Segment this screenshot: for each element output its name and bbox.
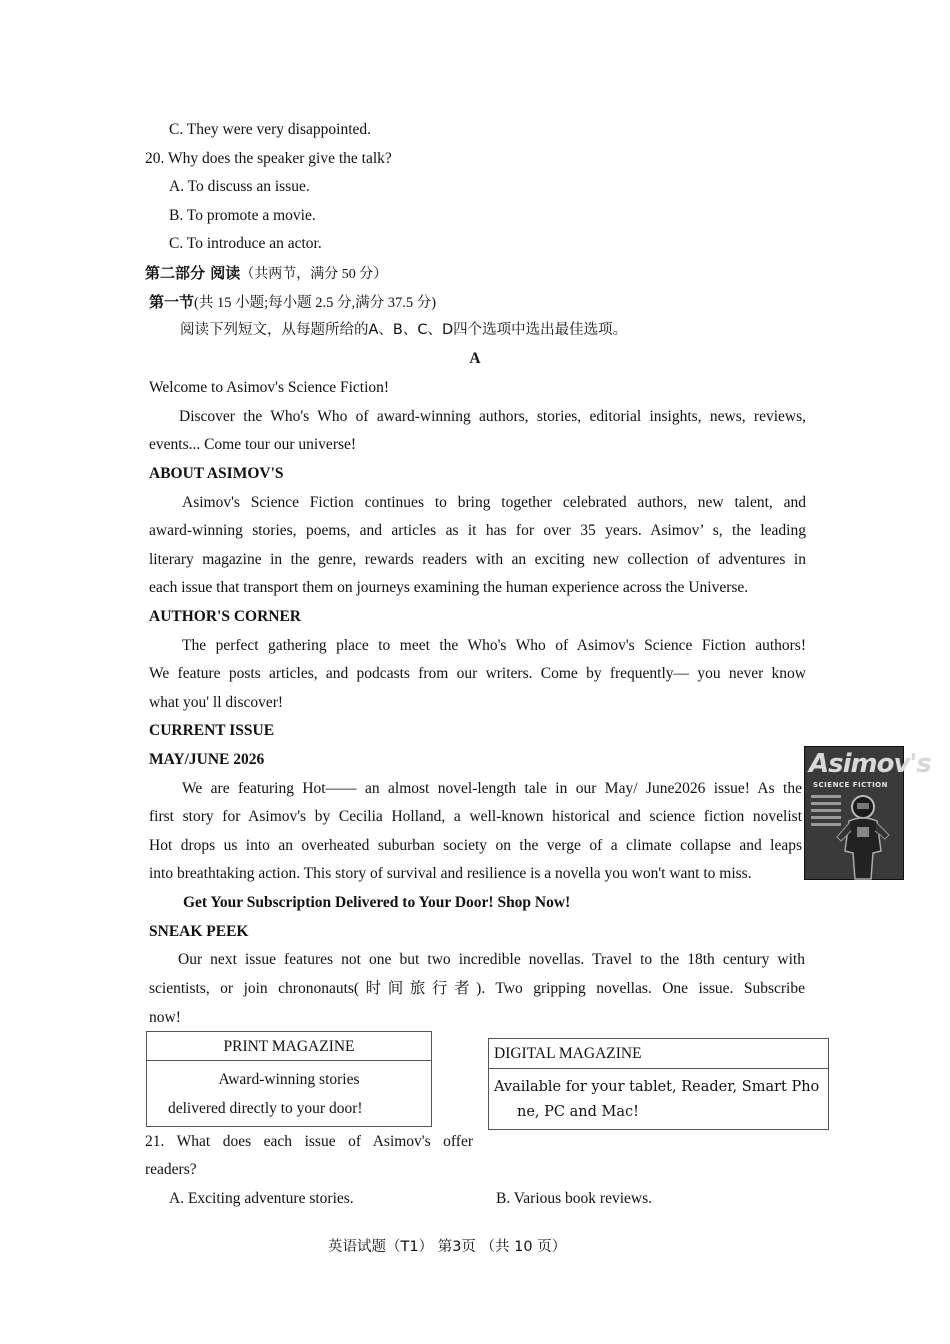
sneak-heading: SNEAK PEEK (149, 923, 249, 940)
current-heading: CURRENT ISSUE (149, 722, 275, 739)
q19-option-c: C. They were very disappointed. (169, 121, 372, 138)
instructions: 阅读下列短文，从每题所给的A、B、C、D四个选项中选出最佳选项。 (180, 322, 628, 338)
current-line-2: first story for Asimov's by Cecilia Holland, a well-known historical and science fiction novelist (149, 808, 802, 825)
magazine-cover-image (804, 746, 931, 880)
section-one-heading: 第一节 (149, 293, 195, 311)
q21-option-a: A. Exciting adventure stories. (169, 1190, 354, 1207)
authors-line-3: what you' ll discover! (149, 694, 284, 711)
passage-label: A (469, 350, 481, 367)
sneak-line-1: Our next issue features not one but two incredible novellas. Travel to the 18th century with (178, 951, 805, 968)
sneak-line-2: scientists, or join chrononauts(时间旅行者). Two gripping novellas. One issue. Subscribe (149, 980, 805, 997)
section-one-note: (共 15 小题;每小题 2.5 分,满分 37.5 分) (194, 295, 437, 311)
digital-box-line1: Available for your tablet, Reader, Smart Pho (494, 1079, 820, 1095)
print-magazine-box (146, 1031, 432, 1127)
q21-stem-line2: readers? (145, 1161, 197, 1178)
authors-line-1: The perfect gathering place to meet the Who's Who of Asimov's Science Fiction authors! (182, 637, 806, 654)
authors-heading: AUTHOR'S CORNER (149, 608, 302, 625)
digital-box-title: DIGITAL MAGAZINE (494, 1045, 642, 1062)
about-line-2: award-winning stories, poems, and articles as it has for over 35 years. Asimov’ s, the leading (149, 522, 806, 539)
q20-option-b: B. To promote a movie. (169, 207, 316, 224)
part-two-heading-row (145, 263, 387, 285)
print-box-line2: delivered directly to your door! (168, 1100, 363, 1117)
current-line-1: We are featuring Hot—— an almost novel-length tale in our May/ June2026 issue! As the (182, 780, 802, 797)
about-heading: ABOUT ASIMOV'S (149, 465, 284, 482)
intro-line-1: Discover the Who's Who of award-winning authors, stories, editorial insights, news, reviews, (179, 408, 806, 425)
page-footer: 英语试题（T1） 第3页 （共 10 页） (328, 1239, 567, 1255)
welcome-line: Welcome to Asimov's Science Fiction! (149, 379, 390, 396)
part-two-heading: 第二部分 阅读 (145, 264, 241, 282)
q20-option-c: C. To introduce an actor. (169, 235, 322, 252)
about-line-1: Asimov's Science Fiction continues to bring together celebrated authors, new talent, and (182, 494, 806, 511)
q21-option-b: B. Various book reviews. (496, 1190, 652, 1207)
print-box-title: PRINT MAGAZINE (223, 1038, 355, 1055)
about-line-3: literary magazine in the genre, rewards readers with an exciting new collection of adventures in (149, 551, 806, 568)
current-line-4: into breathtaking action. This story of survival and resilience is a novella you won't want to miss. (149, 865, 752, 882)
current-date: MAY/JUNE 2026 (149, 751, 265, 768)
authors-line-2: We feature posts articles, and podcasts from our writers. Come by frequently— you never know (149, 665, 806, 682)
q21-stem-line1: 21. What does each issue of Asimov's offer (145, 1133, 473, 1150)
sneak-line-3: now! (149, 1009, 181, 1026)
cover-subtitle: SCIENCE FICTION (813, 781, 888, 789)
cover-logo: Asimov's (809, 749, 931, 779)
section-one-heading-row (149, 292, 436, 313)
current-line-3: Hot drops us into an overheated suburban society on the verge of a climate collapse and leaps (149, 837, 802, 854)
q20-question: 20. Why does the speaker give the talk? (145, 150, 392, 167)
astronaut-figure-icon (827, 791, 897, 879)
print-box-line1: Award-winning stories (218, 1071, 360, 1088)
digital-magazine-box (488, 1038, 829, 1130)
intro-line-2: events... Come tour our universe! (149, 436, 357, 453)
part-two-note: （共两节，满分 50 分） (240, 267, 388, 282)
about-line-4: each issue that transport them on journeys examining the human experience across the Universe. (149, 579, 749, 596)
subscription-cta: Get Your Subscription Delivered to Your Door! Shop Now! (183, 894, 571, 911)
q20-option-a: A. To discuss an issue. (169, 178, 310, 195)
digital-box-line2: ne, PC and Mac! (517, 1104, 639, 1120)
